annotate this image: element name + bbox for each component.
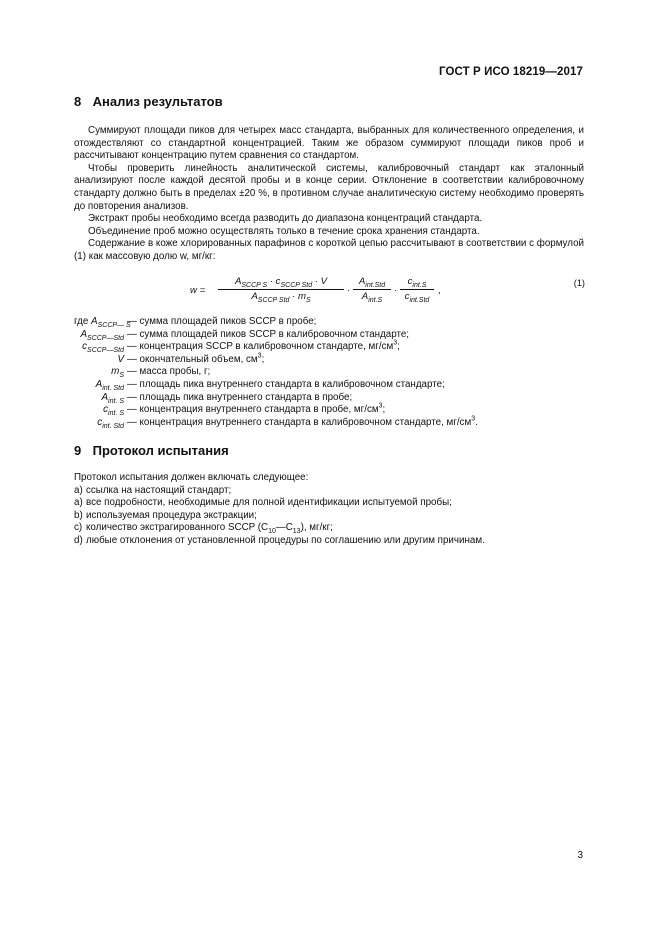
list-item: d) любые отклонения от установленной процедуры по соглашению или другим причинам. xyxy=(74,534,485,546)
definition-item xyxy=(74,329,584,342)
definition-symbol: $A_{int. S}$ xyxy=(101,391,124,405)
definition-symbol: $A_{SCCP—Std}$ xyxy=(80,328,124,342)
list-item: a) ссылка на настоящий стандарт; xyxy=(74,484,232,496)
section-number: 8 xyxy=(74,94,82,109)
list-item: b) используемая процедура экстракции; xyxy=(74,509,257,521)
definition-text: — концентрация внутреннего стандарта в пробе, $мг/см^3$; xyxy=(127,402,386,416)
section-number: 9 xyxy=(74,443,82,458)
definition-text: — сумма площадей пиков SCCP в пробе; xyxy=(127,316,317,327)
section-8-body xyxy=(74,125,584,264)
section-title: Протокол испытания xyxy=(92,443,229,458)
section-8-heading xyxy=(74,94,223,109)
definitions-list xyxy=(74,316,584,429)
definition-symbol: V xyxy=(117,353,124,365)
definition-text: — сумма площадей пиков SCCP в калибровочном стандарте; xyxy=(127,328,410,340)
section-9-body xyxy=(74,472,584,548)
fraction-numerator: $c_{int.S}$ xyxy=(407,276,427,289)
fraction-bar xyxy=(353,289,391,290)
fraction-internal-conc xyxy=(400,276,434,302)
section-9-heading xyxy=(74,443,229,458)
definition-item xyxy=(74,354,584,367)
definition-text: — концентрация SCCP в калибровочном стандарте, $мг/см^3$; xyxy=(127,339,400,353)
fraction-internal-area xyxy=(353,276,391,302)
fraction-denominator: $A_{SCCP Std} \cdot m_S$ xyxy=(251,291,311,304)
fraction-numerator: $A_{int.Std}$ xyxy=(358,276,386,289)
standard-header: ГОСТ Р ИСО 18219—2017 xyxy=(438,66,583,78)
fraction-bar xyxy=(400,289,434,290)
definition-item xyxy=(74,366,584,379)
formula-number: (1) xyxy=(573,278,585,288)
definition-symbol: $c_{SCCP—Std}$ xyxy=(82,341,124,355)
formula-end-comma: , xyxy=(438,285,441,296)
section-title: Анализ результатов xyxy=(92,94,223,109)
list-item: c) количество экстрагированного SCCP $(C_{10}—C_{13})$, мг/кг; xyxy=(74,522,333,536)
definition-symbol: $A_{int. Std}$ xyxy=(95,378,124,392)
definition-item xyxy=(74,341,584,354)
definition-symbol: $m_S$ xyxy=(111,366,124,380)
paragraph: Суммируют площади пиков для четырех масс стандарта, выбранных для количественного определения, и отождествляют со стандартной концентрацией. Таким же образом суммируют площади пиков проб и рассчитывают концентрацию путем сравнения со стандартом. xyxy=(74,125,584,162)
paragraph: Содержание в коже хлорированных парафинов с короткой цепью рассчитывают в соответствии с формулой (1) как массовую долю w, мг/кг: xyxy=(74,238,584,262)
definition-item xyxy=(74,417,584,430)
definition-symbol: $c_{int. S}$ xyxy=(103,404,124,418)
definition-symbol: $c_{int. Std}$ xyxy=(97,416,124,430)
list-intro: Протокол испытания должен включать следующее: xyxy=(74,472,309,483)
page-number: 3 xyxy=(577,850,583,861)
fraction-bar xyxy=(218,289,344,290)
definition-item xyxy=(74,379,584,392)
formula-lhs: w = xyxy=(190,285,206,296)
paragraph: Экстракт пробы необходимо всегда разводить до диапазона концентраций стандарта. xyxy=(88,213,483,225)
definition-item xyxy=(74,316,584,329)
fraction-denominator: $A_{int.S}$ xyxy=(361,291,383,304)
multiply-dot: · xyxy=(347,285,351,296)
fraction-numerator: $A_{SCCP S} \cdot c_{SCCP Std} \cdot V$ xyxy=(234,276,328,289)
definition-symbol: где $A_{SCCP— S}$ xyxy=(74,316,131,329)
definition-text: — окончательный объем, $см^3$; xyxy=(127,352,265,365)
definition-item xyxy=(74,392,584,405)
definition-text: — площадь пика внутреннего стандарта в пробе; xyxy=(127,391,353,403)
list-item: a) все подробности, необходимые для полной идентификации испытуемой пробы; xyxy=(74,497,452,509)
definition-item xyxy=(74,404,584,417)
formula-1 xyxy=(190,276,585,306)
fraction-denominator: $c_{int.Std}$ xyxy=(404,291,430,304)
definition-text: — концентрация внутреннего стандарта в калибровочном стандарте, $мг/см^3$. xyxy=(127,415,478,428)
paragraph: Чтобы проверить линейность аналитической системы, калибровочный стандарт как эталонный анализируют после каждой десятой пробы и в конце серии. Отклонение в соответствии калибровочному стандарту должно быть в пределах ±20 %, в противном случае аналитическую систему необходимо проверять до повторения анализов. xyxy=(74,162,584,212)
paragraph: Объединение проб можно осуществлять только в течение срока хранения стандарта. xyxy=(88,225,480,237)
definition-text: — площадь пика внутреннего стандарта в калибровочном стандарте; xyxy=(127,378,445,390)
definition-text: — масса пробы, г; xyxy=(127,366,211,378)
fraction-main xyxy=(218,276,344,302)
multiply-dot: · xyxy=(394,285,398,296)
